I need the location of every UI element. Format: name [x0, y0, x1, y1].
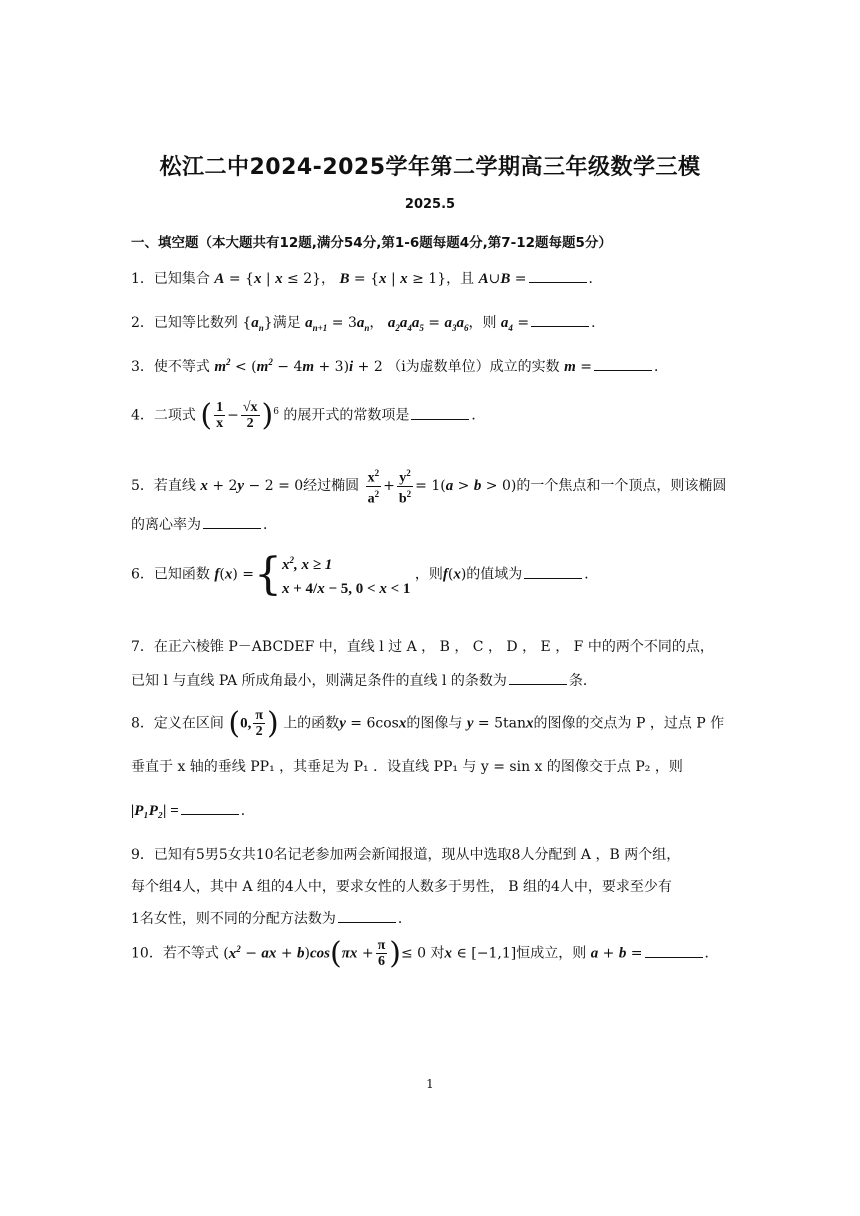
answer-blank [594, 358, 652, 371]
page-number: 1 [426, 1077, 434, 1091]
question-8-line-3: |P₁P₂| = ． [131, 803, 255, 819]
answer-blank [524, 566, 582, 579]
question-3: 3．使不等式 $m^2 < (m^2 - 4m + 3)i + 2$ （i为虚数单位）成立的实数 m = ． [131, 357, 668, 375]
question-9-line-2: 每个组4人，其中 A 组的4人中，要求女性的人数多于男性， B 组的4人中，要求至少有 [131, 879, 672, 895]
answer-blank [531, 314, 589, 327]
answer-blank [338, 910, 396, 923]
answer-blank [509, 672, 567, 685]
question-7: 7．在正六棱锥 P－ABCDEF 中，直线 l 过 A ， B ， C ， D ， E ， F 中的两个不同的点， [131, 639, 714, 655]
answer-blank [181, 802, 239, 815]
question-1: 1．已知集合 A = {x | x ≤ 2}， B = {x | x ≥ 1}，且 A∪B = ． [131, 271, 603, 287]
question-2: 2．已知等比数列 $\{a_n\}$满足 $a_{n+1} = 3a_n$， $a_2a_4a_5 = a_3a_6$，则 $a_4$ = ． [131, 315, 606, 333]
question-4: 4．二项式 ( $\frac{1}{x}$ − $\frac{√x}{2}$ )$^6$ 的展开式的常数项是 ． [131, 398, 486, 433]
question-5-line-2: 的离心率为 ． [131, 517, 277, 533]
exam-date: 2025.5 [404, 197, 456, 212]
question-8-line-2: 垂直于 x 轴的垂线 PP₁ ，其垂足为 P₁ ．设直线 PP₁ 与 y = sin x 的图像交于点 P₂ ，则 [131, 759, 683, 775]
answer-blank [645, 945, 703, 958]
question-7-line-2: 已知 l 与直线 PA 所成角最小，则满足条件的直线 l 的条数为 条． [131, 673, 597, 689]
question-5: 5．若直线 x + 2y − 2 = 0经过椭圆 $\frac{x^2}{a^2}$ + $\frac{y^2}{b^2}$ = 1(a > b > 0)的一个焦点和一个顶点，则该椭圆 [131, 468, 727, 507]
question-9-line-3: 1名女性，则不同的分配方法数为 ． [131, 911, 412, 927]
answer-blank [411, 407, 469, 420]
section-header: 一、填空题（本大题共有12题,满分54分,第1-6题每题4分,第7-12题每题5分） [131, 235, 612, 251]
answer-blank [529, 270, 587, 283]
question-9: 9．已知有5男5女共10名记老参加两会新闻报道，现从中选取8人分配到 A ，B 两个组， [131, 847, 681, 863]
answer-blank [203, 516, 261, 529]
question-10: 10．若不等式 ($x^2$ − ax + b)cos(πx + $\frac{\pi}{6}$ )≤ 0 对x ∈ [−1,1]恒成立，则 a + b = ． [131, 936, 719, 971]
question-8: 8．定义在区间 (0, $\frac{\pi}{2}$ ) 上的函数y = 6cosx的图像与 y = 5tanx的图像的交点为 P ，过点 P 作 [131, 706, 725, 741]
question-6: 6．已知函数 f(x) ={ $x^2$, x ≥ 1 x + 4/x − 5, 0 < x < 1 ，则f(x)的值域为 ． [131, 549, 599, 600]
page-title: 松江二中2024-2025学年第二学期高三年级数学三模 [159, 155, 701, 180]
